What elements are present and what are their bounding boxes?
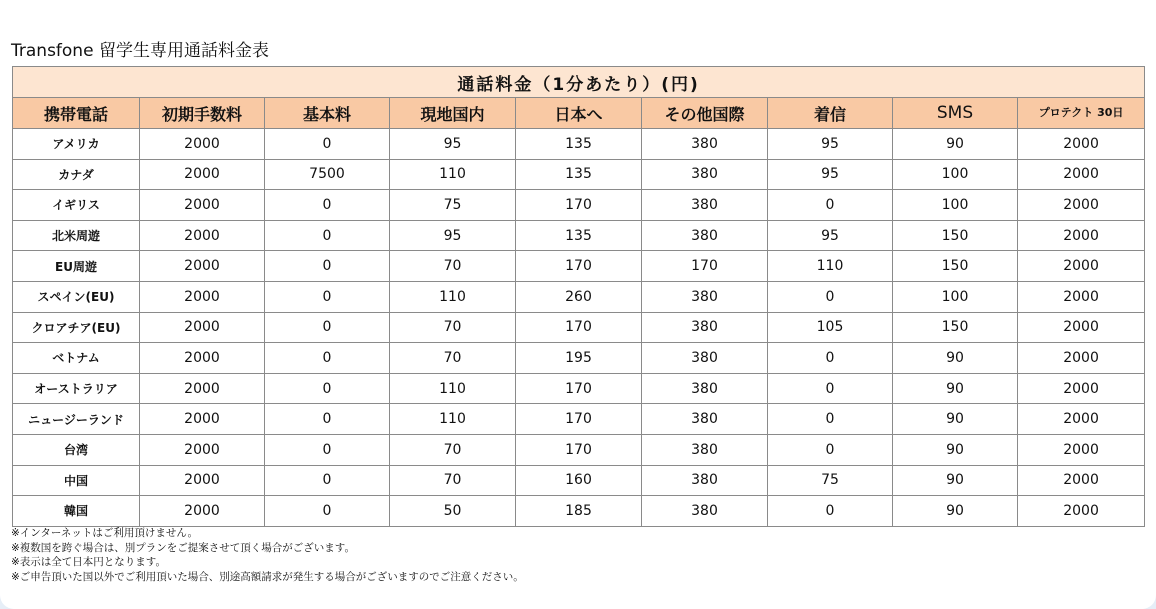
table-cell: 2000 (1018, 281, 1145, 312)
table-cell: 70 (390, 434, 516, 465)
table-row (13, 129, 1145, 160)
table-cell: 0 (265, 190, 390, 221)
country-cell: ベトナム (13, 343, 140, 374)
table-row (13, 343, 1145, 374)
table-cell: 380 (642, 159, 768, 190)
header-sms: SMS (893, 98, 1018, 129)
rate-table (12, 66, 1145, 527)
table-cell: 0 (265, 496, 390, 527)
table-row (13, 465, 1145, 496)
table-cell: 380 (642, 281, 768, 312)
header-protect: プロテクト 30日 (1018, 98, 1145, 129)
table-cell: 2000 (140, 129, 265, 160)
table-cell: 2000 (1018, 251, 1145, 282)
table-cell: 380 (642, 343, 768, 374)
table-cell: 380 (642, 404, 768, 435)
table-cell: 0 (265, 373, 390, 404)
table-cell: 380 (642, 496, 768, 527)
table-cell: 90 (893, 129, 1018, 160)
table-row (13, 251, 1145, 282)
table-cell: 135 (516, 159, 642, 190)
table-cell: 0 (265, 465, 390, 496)
table-row (13, 190, 1145, 221)
table-cell: 0 (265, 251, 390, 282)
table-cell: 95 (768, 129, 893, 160)
table-cell: 0 (768, 404, 893, 435)
table-cell: 90 (893, 373, 1018, 404)
table-cell: 70 (390, 343, 516, 374)
table-cell: 110 (390, 281, 516, 312)
country-cell: ニュージーランド (13, 404, 140, 435)
table-cell: 75 (768, 465, 893, 496)
table-cell: 160 (516, 465, 642, 496)
table-cell: 2000 (1018, 496, 1145, 527)
header-local: 現地国内 (390, 98, 516, 129)
table-cell: 0 (265, 434, 390, 465)
table-row (13, 312, 1145, 343)
table-cell: 90 (893, 496, 1018, 527)
table-cell: 380 (642, 190, 768, 221)
notes (11, 526, 524, 584)
table-cell: 2000 (140, 312, 265, 343)
table-cell: 2000 (1018, 343, 1145, 374)
table-cell: 105 (768, 312, 893, 343)
table-cell: 0 (768, 190, 893, 221)
table-cell: 170 (516, 312, 642, 343)
table-cell: 0 (265, 343, 390, 374)
table-row (13, 404, 1145, 435)
table-cell: 110 (390, 404, 516, 435)
table-cell: 95 (390, 129, 516, 160)
table-row (13, 373, 1145, 404)
table-cell: 0 (265, 129, 390, 160)
country-cell: 北米周遊 (13, 220, 140, 251)
table-cell: 90 (893, 404, 1018, 435)
table-cell: 0 (768, 373, 893, 404)
table-cell: 150 (893, 312, 1018, 343)
table-row (13, 496, 1145, 527)
table-cell: 100 (893, 190, 1018, 221)
country-cell: イギリス (13, 190, 140, 221)
country-cell: 中国 (13, 465, 140, 496)
country-cell: オーストラリア (13, 373, 140, 404)
country-cell: EU周遊 (13, 251, 140, 282)
table-cell: 110 (390, 373, 516, 404)
table-cell: 0 (768, 496, 893, 527)
table-cell: 380 (642, 312, 768, 343)
table-cell: 100 (893, 281, 1018, 312)
table-cell: 260 (516, 281, 642, 312)
table-cell: 135 (516, 129, 642, 160)
table-cell: 170 (516, 190, 642, 221)
header-incoming: 着信 (768, 98, 893, 129)
table-cell: 195 (516, 343, 642, 374)
table-row (13, 434, 1145, 465)
table-cell: 2000 (140, 220, 265, 251)
page-title: Transfone 留学生専用通話料金表 (11, 41, 269, 61)
table-cell: 90 (893, 343, 1018, 374)
table-cell: 2000 (1018, 373, 1145, 404)
header-initial-fee: 初期手数料 (140, 98, 265, 129)
table-cell: 380 (642, 434, 768, 465)
table-cell: 95 (768, 159, 893, 190)
country-cell: アメリカ (13, 129, 140, 160)
table-cell: 380 (642, 465, 768, 496)
table-cell: 2000 (1018, 159, 1145, 190)
table-cell: 2000 (140, 373, 265, 404)
header-to-japan: 日本へ (516, 98, 642, 129)
table-cell: 185 (516, 496, 642, 527)
table-cell: 2000 (1018, 190, 1145, 221)
table-cell: 95 (390, 220, 516, 251)
table-cell: 7500 (265, 159, 390, 190)
table-cell: 380 (642, 220, 768, 251)
table-cell: 70 (390, 251, 516, 282)
country-cell: 台湾 (13, 434, 140, 465)
note-line: ※ご申告頂いた国以外でご利用頂いた場合、別途高額請求が発生する場合がございますのでご注意ください。 (11, 570, 524, 583)
table-cell: 2000 (140, 190, 265, 221)
table-row (13, 159, 1145, 190)
table-cell: 170 (516, 434, 642, 465)
table-cell: 2000 (140, 159, 265, 190)
table-cell: 2000 (140, 496, 265, 527)
note-line: ※インターネットはご利用頂けません。 (11, 527, 198, 539)
table-cell: 95 (768, 220, 893, 251)
table-cell: 90 (893, 465, 1018, 496)
table-row (13, 281, 1145, 312)
table-cell: 2000 (1018, 434, 1145, 465)
table-cell: 0 (265, 312, 390, 343)
table-cell: 2000 (140, 404, 265, 435)
table-cell: 2000 (1018, 465, 1145, 496)
table-cell: 70 (390, 312, 516, 343)
table-cell: 2000 (140, 281, 265, 312)
table-cell: 2000 (1018, 404, 1145, 435)
table-cell: 170 (516, 251, 642, 282)
table-cell: 2000 (1018, 129, 1145, 160)
country-cell: カナダ (13, 159, 140, 190)
table-cell: 135 (516, 220, 642, 251)
table-cell: 110 (390, 159, 516, 190)
table-cell: 50 (390, 496, 516, 527)
table-cell: 150 (893, 220, 1018, 251)
header-other-intl: その他国際 (642, 98, 768, 129)
table-cell: 2000 (140, 251, 265, 282)
table-cell: 2000 (140, 465, 265, 496)
table-cell: 70 (390, 465, 516, 496)
note-line: ※複数国を跨ぐ場合は、別プランをご提案させて頂く場合がございます。 (11, 541, 355, 554)
table-cell: 110 (768, 251, 893, 282)
header-phone: 携帯電話 (13, 98, 140, 129)
table-cell: 2000 (1018, 312, 1145, 343)
country-cell: 韓国 (13, 496, 140, 527)
table-cell: 380 (642, 129, 768, 160)
table-cell: 2000 (1018, 220, 1145, 251)
table-cell: 2000 (140, 343, 265, 374)
table-cell: 100 (893, 159, 1018, 190)
table-cell: 0 (265, 281, 390, 312)
table-row (13, 220, 1145, 251)
table-cell: 0 (768, 343, 893, 374)
note-line: ※表示は全て日本円となります。 (11, 556, 166, 568)
header-base-fee: 基本料 (265, 98, 390, 129)
table-caption: 通話料金（1分あたり）(円) (13, 67, 1145, 98)
country-cell: クロアチア(EU) (13, 312, 140, 343)
table-cell: 170 (642, 251, 768, 282)
table-cell: 0 (768, 434, 893, 465)
table-cell: 0 (265, 404, 390, 435)
table-cell: 0 (265, 220, 390, 251)
table-cell: 170 (516, 404, 642, 435)
table-cell: 0 (768, 281, 893, 312)
table-cell: 75 (390, 190, 516, 221)
table-cell: 90 (893, 434, 1018, 465)
country-cell: スペイン(EU) (13, 281, 140, 312)
table-cell: 170 (516, 373, 642, 404)
table-cell: 150 (893, 251, 1018, 282)
table-cell: 2000 (140, 434, 265, 465)
table-cell: 380 (642, 373, 768, 404)
